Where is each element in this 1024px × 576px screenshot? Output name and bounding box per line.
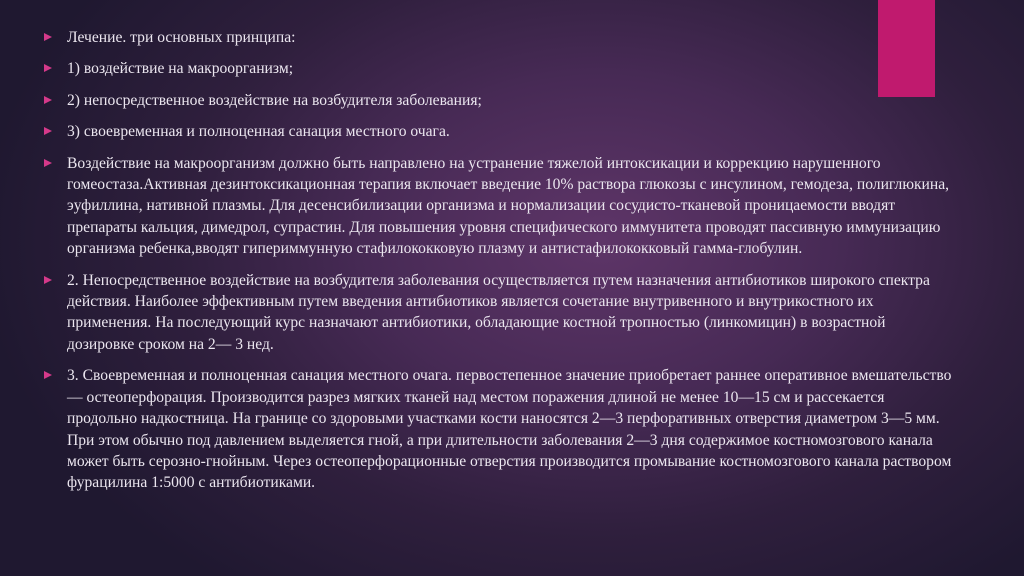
bullet-text: 3. Своевременная и полноценная санация местного очага. первостепенное значение приобретает раннее оперативное вмешательство — остеоперфорация. Производится разрез мягких тканей над местом поражения длиной не менее 10—15 см и рассекается продольно надкостница. На границе со здоровыми участками кости наносятся 2—3 перфоративных отверстия диаметром 3—5 мм. При этом обычно под давлением выделяется гной, а при длительности заболевания 2—3 дня содержимое костномозгового канала может быть серозно-гнойным. Через остеоперфорационные отверстия производится промывание костномозгового канала раствором фурацилина 1:5000 с антибиотиками. — [67, 367, 952, 492]
bullet-item-4 — [44, 121, 954, 142]
bullet-arrow-icon — [44, 33, 52, 41]
bullet-arrow-icon — [44, 127, 52, 135]
slide-content — [44, 27, 954, 504]
bullet-arrow-icon — [44, 64, 52, 72]
bullet-item-5 — [44, 153, 954, 260]
bullet-text: 2. Непосредственное воздействие на возбудителя заболевания осуществляется путем назначения антибиотиков широкого спектра действия. Наиболее эффективным путем введения антибиотиков является сочетание внутривенного и внутрикостного их применения. На последующий курс назначают антибиотики, обладающие костной тропностью (линкомицин) в возрастной дозировке сроком на 2— 3 нед. — [67, 271, 930, 353]
bullet-arrow-icon — [44, 96, 52, 104]
bullet-text: Лечение. три основных принципа: — [67, 29, 296, 46]
bullet-arrow-icon — [44, 159, 52, 167]
bullet-text: 3) своевременная и полноценная санация местного очага. — [67, 123, 450, 141]
bullet-item-7 — [44, 365, 954, 493]
bullet-text: 2) непосредственное воздействие на возбудителя заболевания; — [67, 91, 482, 109]
bullet-item-1 — [44, 27, 954, 48]
bullet-item-2 — [44, 58, 954, 79]
bullet-text: 1) воздействие на макроорганизм; — [67, 60, 294, 78]
bullet-item-3 — [44, 90, 954, 111]
bullet-text: Воздействие на макроорганизм должно быть направлено на устранение тяжелой интоксикации и коррекцию нарушенного гомеостаза.Активная дезинтоксикационная терапия включает введение 10% раствора глюкозы с инсулином, гемодеза, полиглюкина, эуфиллина, нативной плазмы. Для десенсибилизации организма и нормализации сосудисто-тканевой проницаемости вводят препараты кальция, димедрол, супрастин. Для повышения уровня специфического иммунитета проводят пассивную иммунизацию организма ребенка,вводят гипериммунную стафилококковую плазму и антистафилококковый гамма-глобулин. — [67, 154, 950, 258]
bullet-arrow-icon — [44, 371, 52, 379]
bullet-arrow-icon — [44, 276, 52, 284]
bullet-item-6 — [44, 270, 954, 356]
